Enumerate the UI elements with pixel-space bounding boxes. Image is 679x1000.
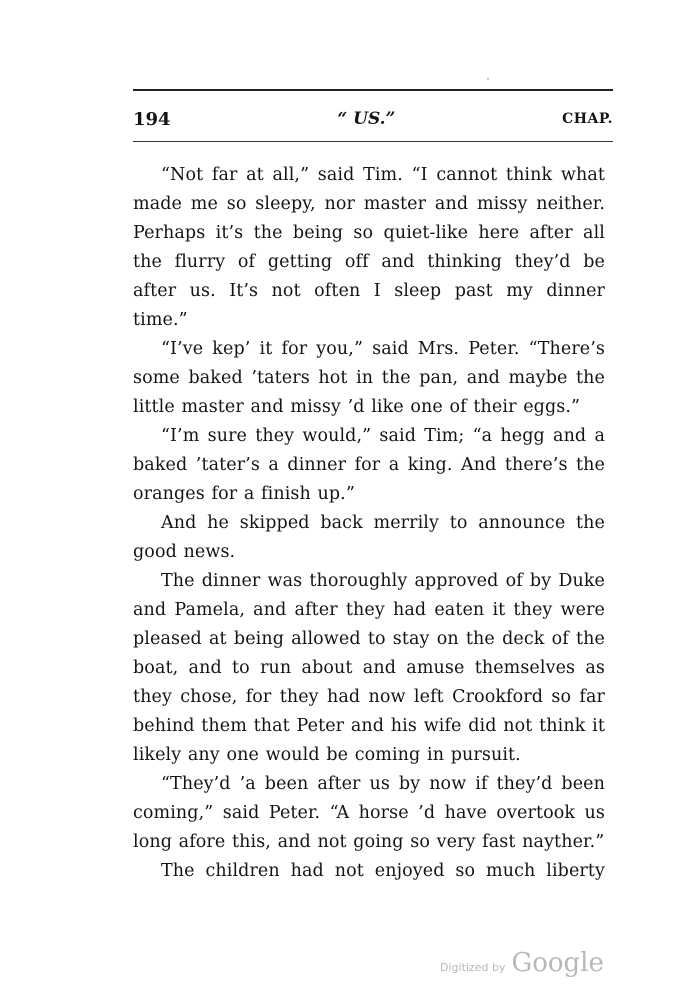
- paragraph: “I’ve kep’ it for you,” said Mrs. Peter. “There’s some baked ’taters hot in the pan, and maybe the little master and missy ’d like one of their eggs.”: [133, 339, 605, 417]
- header-rule: [133, 141, 613, 142]
- page-number: 194: [133, 108, 171, 130]
- paragraph: “Not far at all,” said Tim. “I cannot think what made me so sleepy, nor master and missy neither. Perhaps it’s the being so quiet-like here after all the flurry of getting off and thinking they’d be after us. It’s not often I sleep past my dinner time.”: [133, 165, 605, 330]
- page-header: [133, 107, 613, 131]
- digitization-watermark: [440, 948, 604, 978]
- scan-speck: [487, 78, 489, 80]
- google-logo: Google: [511, 948, 604, 978]
- running-title: “ US.”: [337, 109, 396, 129]
- body-text: [133, 161, 605, 886]
- top-rule: [133, 89, 613, 91]
- paragraph: “I’m sure they would,” said Tim; “a hegg and a baked ’tater’s a dinner for a king. And there’s the oranges for a finish up.”: [133, 426, 605, 504]
- chapter-label: CHAP.: [562, 111, 613, 127]
- paragraph: And he skipped back merrily to announce the good news.: [133, 513, 605, 562]
- watermark-prefix: Digitized by: [440, 961, 506, 974]
- paragraph: “They’d ’a been after us by now if they’d been coming,” said Peter. “A horse ’d have overtook us long afore this, and not going so very fast nayther.”: [133, 774, 605, 852]
- paragraph: The dinner was thoroughly approved of by Duke and Pamela, and after they had eaten it they were pleased at being allowed to stay on the deck of the boat, and to run about and amuse themselves as they chose, for they had now left Crookford so far behind them that Peter and his wife did not think it likely any one would be coming in pursuit.: [133, 571, 605, 765]
- paragraph: The children had not enjoyed so much liberty: [161, 861, 605, 881]
